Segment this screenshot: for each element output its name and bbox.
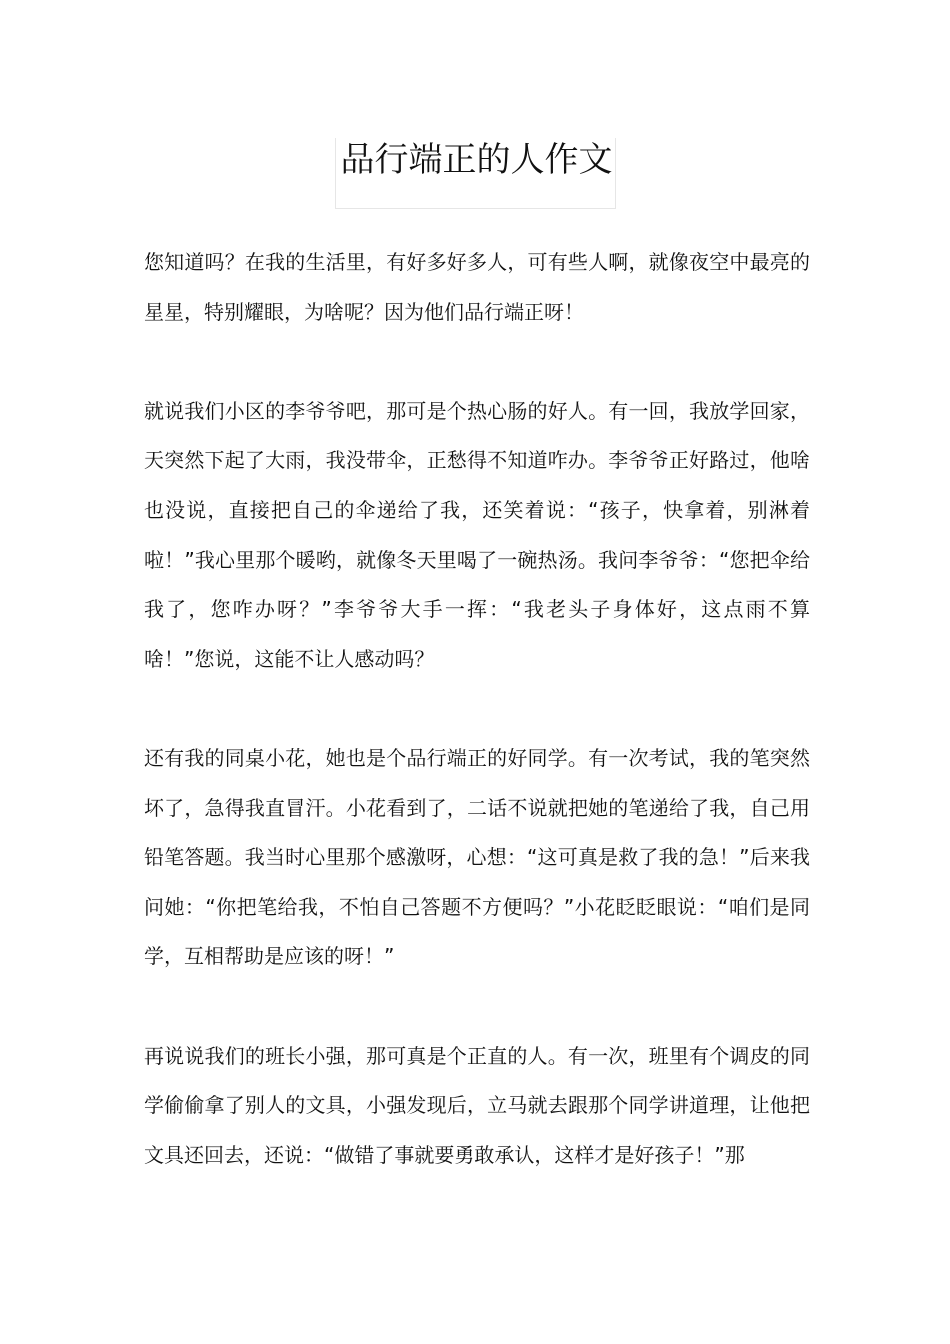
paragraph-2: 就说我们小区的李爷爷吧，那可是个热心肠的好人。有一回，我放学回家，天突然下起了大雨，我没带伞，正愁得不知道咋办。李爷爷正好路过，他啥也没说，直接把自己的伞递给了我，还笑着说：“孩子，快拿着，别淋着啦！”我心里那个暖哟，就像冬天里喝了一碗热汤。我问李爷爷：“您把伞给我了，您咋办呀？”李爷爷大手一挥：“我老头子身体好，这点雨不算啥！”您说，这能不让人感动吗？ bbox=[144, 398, 810, 671]
paragraph-3: 还有我的同桌小花，她也是个品行端正的好同学。有一次考试，我的笔突然坏了，急得我直冒汗。小花看到了，二话不说就把她的笔递给了我，自己用铅笔答题。我当时心里那个感激呀，心想：“这可真是救了我的急！”后来我问她：“你把笔给我，不怕自己答题不方便吗？”小花眨眨眼说：“咱们是同学，互相帮助是应该的呀！” bbox=[144, 745, 810, 969]
document-title: 品行端正的人作文 bbox=[340, 140, 613, 180]
paragraph-1: 您知道吗？在我的生活里，有好多好多人，可有些人啊，就像夜空中最亮的星星，特别耀眼，为啥呢？因为他们品行端正呀！ bbox=[144, 250, 810, 324]
title-box bbox=[335, 138, 616, 209]
document-body bbox=[144, 238, 810, 1230]
paragraph-4: 再说说我们的班长小强，那可真是个正直的人。有一次，班里有个调皮的同学偷偷拿了别人的文具，小强发现后，立马就去跟那个同学讲道理，让他把文具还回去，还说：“做错了事就要勇敢承认，这样才是好孩子！”那 bbox=[144, 1043, 810, 1167]
